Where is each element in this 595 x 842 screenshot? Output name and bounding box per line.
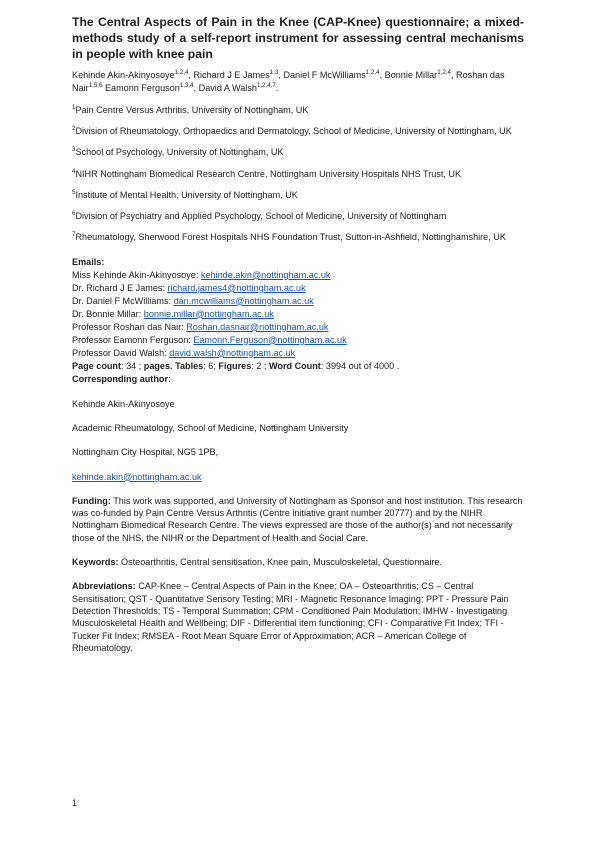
word-count-label: Word Count <box>268 360 321 371</box>
email-list <box>72 269 524 360</box>
pages-tables-label: pages. Tables <box>143 360 204 371</box>
affiliation-number: 3 <box>72 146 76 154</box>
affiliation-text: Institute of Mental Health, University of Nottingham, UK <box>75 189 298 200</box>
abbreviations-text: CAP-Knee – Central Aspects of Pain in the Knee; OA – Osteoarthritis; CS – Central Sensitisation; QST - Quantitative Sensory Testing; MRI - Magnetic Resonance Imaging; PPT - Pressure Pain Detection Thresholds; TS - Temporal Summation; CPM - Conditioned Pain Modulation; IMHW - Investigating Musculoskeletal Health and Wellbeing; DIF - Differential item functioning; CFI - Comparative Fit Index; TFI - Tucker Fit Index; RMSEA - Root Mean Square Error of Approximation; ACR – American College of Rheumatology. <box>72 581 509 653</box>
author-affiliation-marker: 1,5,6 <box>88 81 103 89</box>
keywords-label: Keywords: <box>72 557 119 568</box>
email-person-name: Miss Kehinde Akin-Akinyosoye: <box>72 269 201 280</box>
word-count-value: : 3994 out of 4000 . <box>320 360 400 371</box>
figures-label: Figures <box>218 360 252 371</box>
funding-paragraph <box>72 495 524 544</box>
affiliation-number: 5 <box>72 188 76 196</box>
email-person-name: Professor Eamonn Ferguson: <box>72 334 194 345</box>
email-row <box>72 308 524 321</box>
email-link[interactable]: richard.james4@nottingham.ac.uk <box>167 282 306 293</box>
abbreviations-paragraph <box>72 580 524 654</box>
funding-text: This work was supported, and University of Nottingham as Sponsor and host institution. This research was co-funded by Pain Centre Versus Arthritis (Centre initiative grant number 20777) and by the NIHR Nottingham Biomedical Research Centre. The views expressed are those of the author(s) and not necessarily those of the NHS, the NIHR or the Department of Health and Social Care. <box>72 495 523 543</box>
email-link[interactable]: Roshan.dasnair@nottingham.ac.uk <box>186 321 329 332</box>
affiliation-text: Rheumatology, Sherwood Forest Hospitals NHS Foundation Trust, Sutton-in-Ashfield, Nottinghamshire, UK <box>75 232 506 243</box>
author-name: Richard J E James <box>193 69 270 80</box>
emails-heading: Emails: <box>72 256 105 267</box>
counts-line <box>72 360 524 373</box>
author-affiliation-marker: 1,3 <box>269 68 279 76</box>
affiliation-text: Division of Psychiatry and Applied Psychology, School of Medicine, University of Nottingham <box>75 211 447 222</box>
affiliation-text: NIHR Nottingham Biomedical Research Centre, Nottingham University Hospitals NHS Trust, UK <box>75 168 462 179</box>
email-link[interactable]: Eamonn.Ferguson@nottingham.ac.uk <box>193 334 347 345</box>
corresponding-name: Kehinde Akin-Akinyosoye <box>72 398 175 409</box>
page-number: 1 <box>72 798 78 808</box>
emails-section <box>72 256 524 386</box>
author-name: Roshan das Nair <box>72 69 505 93</box>
email-person-name: Dr. Daniel F McWilliams: <box>72 295 174 306</box>
email-person-name: Dr. Bonnie Millar: <box>72 308 144 319</box>
email-link[interactable]: david.walsh@nottingham.ac.uk <box>169 347 296 358</box>
corresponding-address: Nottingham City Hospital, NG5 1PB, <box>72 447 219 458</box>
affiliation-item <box>72 189 524 201</box>
email-row <box>72 269 524 282</box>
author-affiliation-marker: 1,2,4 <box>365 68 380 76</box>
page-count-label: Page count <box>72 360 122 371</box>
affiliation-text: Division of Rheumatology, Orthopaedics and Dermatology, School of Medicine, University of Nottingham, UK <box>75 125 512 136</box>
author-name: Kehinde Akin-Akinyosoye <box>72 69 175 80</box>
author-affiliation-marker: 1,2,4,7 <box>256 81 276 89</box>
author-separator: , <box>278 69 284 80</box>
affiliation-item <box>72 146 524 158</box>
email-person-name: Dr. Richard J E James: <box>72 282 168 293</box>
keywords-paragraph <box>72 556 524 568</box>
affiliation-number: 6 <box>72 210 76 218</box>
corresponding-heading: Corresponding author: <box>72 373 172 384</box>
affiliation-number: 4 <box>72 167 76 175</box>
affiliation-item <box>72 210 524 222</box>
email-link[interactable]: dan.mcwilliams@nottingham.ac.uk <box>173 295 314 306</box>
affiliation-number: 2 <box>72 124 76 132</box>
corresponding-email-link[interactable]: kehinde.akin@nottingham.ac.uk <box>72 471 202 482</box>
abbreviations-label: Abbreviations: <box>72 581 136 592</box>
author-name: Daniel F McWilliams <box>283 69 366 80</box>
author-separator: , <box>188 69 194 80</box>
email-row <box>72 282 524 295</box>
email-link[interactable]: kehinde.akin@nottingham.ac.uk <box>200 269 331 280</box>
author-separator: , <box>193 82 199 93</box>
corresponding-dept: Academic Rheumatology, School of Medicine, Nottingham University <box>72 422 349 433</box>
author-separator: , <box>450 69 457 80</box>
email-row <box>72 295 524 308</box>
page-count-value: : 34 ; <box>121 360 144 371</box>
affiliation-item <box>72 125 524 137</box>
funding-label: Funding: <box>72 495 111 506</box>
corresponding-author <box>72 398 524 483</box>
author-name: David A Walsh <box>198 82 257 93</box>
affiliation-item <box>72 104 524 116</box>
email-row <box>72 321 524 334</box>
author-affiliation-marker: 1,2,4 <box>174 68 189 76</box>
author-separator: . <box>275 82 279 93</box>
keywords-text: Osteoarthritis, Central sensitisation, Knee pain, Musculoskeletal, Questionnaire. <box>118 557 442 568</box>
affiliation-number: 1 <box>72 103 76 111</box>
email-person-name: Professor Roshan das Nair: <box>72 321 187 332</box>
document-page <box>72 14 524 654</box>
affiliation-text: School of Psychology, University of Nottingham, UK <box>75 147 284 158</box>
affiliation-item <box>72 231 524 243</box>
email-link[interactable]: bonnie.millar@nottingham.ac.uk <box>143 308 274 319</box>
affiliation-item <box>72 168 524 180</box>
author-affiliation-marker: 1,2,4 <box>437 68 451 76</box>
figures-value: : 2 ; <box>251 360 269 371</box>
email-person-name: Professor David Walsh: <box>72 347 170 358</box>
tables-value: : 6; <box>203 360 219 371</box>
author-affiliation-marker: 1,3,4 <box>179 81 194 89</box>
author-name: Bonnie Millar <box>384 69 438 80</box>
author-name: Eamonn Ferguson <box>104 82 180 93</box>
email-row <box>72 334 524 347</box>
email-row <box>72 347 524 360</box>
affiliation-number: 7 <box>72 231 76 239</box>
paper-title: The Central Aspects of Pain in the Knee (CAP-Knee) questionnaire; a mixed-methods study of a self-report instrument for assessing central mechanisms in people with knee pain <box>72 15 524 62</box>
author-list <box>72 69 524 95</box>
affiliation-list <box>72 104 524 244</box>
affiliation-text: Pain Centre Versus Arthritis, University of Nottingham, UK <box>75 104 309 115</box>
author-separator: , <box>379 69 385 80</box>
